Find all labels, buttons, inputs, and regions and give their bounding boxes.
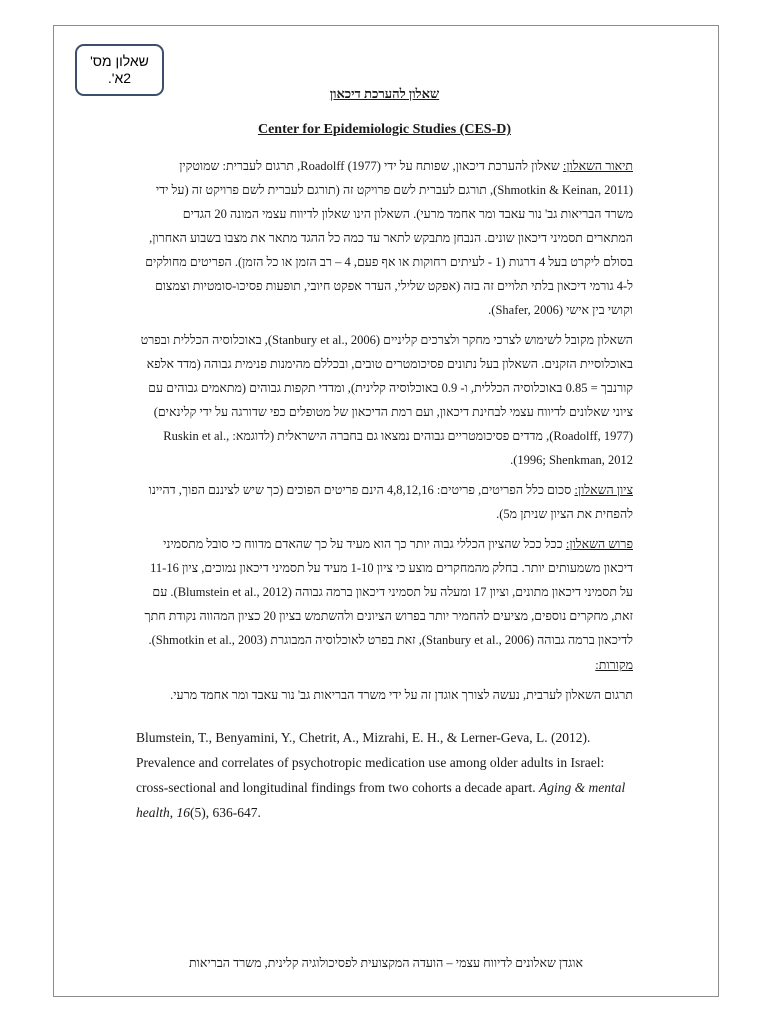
reference-volume: 16 [176,805,190,820]
document-content [136,86,633,825]
scoring-paragraph [136,478,633,526]
english-title: Center for Epidemiologic Studies (CES-D) [257,122,512,137]
description-text: שאלון להערכת דיכאון, שפותח על ידי Roadolff (1977), תרגום לעברית: שמוטקין (Shmotkin & Keinan, 2011), תורגם לעברית לשם פרויקט זה (תורגם לעברית לשם פרויקט זה (על ידי משרד הבריאות גב' נור עאבד ומר אחמד מרעי). השאלון הינו שאלון לדיווח עצמי המונה 20 הגדים המתארים תסמיני דיכאון שונים. הנבחן מתבקש לתאר עד כמה כל ההגד מתאר את מצבו בשבוע האחרון, בסולם ליקרט בעל 4 דרגות (1 - לעיתים רחוקות או אף פעם, 4 – רב הזמן או כל הזמן). הפריטים מחולקים ל-4 גורמי דיכאון בלתי תלויים זה בזה (אפקט שלילי, העדר אפקט חיובי, תופעות פסיכו-סומטיות וצמצום וקושי בין אישי (Shafer, 2006). [145,159,633,317]
reference-authors: Blumstein, T., Benyamini, Y., Chetrit, A., Mizrahi, E. H., & Lerner-Geva, L. (2012). Prevalence and correlates of psychotropic medication use among older adults in Israel: cross-sectional and longitudinal findings from two cohorts a decade apart. [136,730,605,795]
badge-line-2: 2א'. [107,70,132,86]
translation-note: תרגום השאלון לערבית, נעשה לצורך אוגדן זה על ידי משרד הבריאות גב' נור עאבד ומר אחמד מרעי. [170,688,633,702]
description-paragraph [136,154,633,322]
badge-line-1: שאלון מס' [90,53,149,69]
reference-journal: Aging & mental health [136,780,626,820]
page-footer: אוגדן שאלונים לדיווח עצמי – הועדה המקצועית לפסיכולוגיה קלינית, משרד הבריאות [189,956,583,970]
hebrew-title: שאלון להערכת דיכאון [329,86,440,101]
sources-heading: מקורות: [595,658,633,672]
document-page [53,25,719,997]
reference-pages: (5), 636-647. [190,805,261,820]
validity-text: השאלון מקובל לשימוש לצרכי מחקר ולצרכים קליניים (Stanbury et al., 2006), באוכלוסיה הכללית ובפרט באוכלוסיית הזקנים. השאלון בעל נתונים פסיכומטרים טובים, ובכללם מהימנות פנימית גבוהה (מדד אלפא קורנבך = 0.85 באוכלוסיה הכללית, ו- 0.9 באוכלוסיה קלינית), ומדדי תקפות גבוהים (מתאמים גבוהים עם ציוני שאלונים לדיווח עצמי לבחינת דיכאון, ועם רמת הדיכאון של מטופלים כפי שדורגה על ידי קלינאים) (Roadolff, 1977), מדדים פסיכומטריים גבוהים נמצאו גם בחברה הישראלית (לדוגמא: Ruskin et al., 1996; Shenkman, 2012). [140,333,633,467]
reference-entry: Blumstein, T., Benyamini, Y., Chetrit, A., Mizrahi, E. H., & Lerner-Geva, L. (2012). Prevalence and correlates of psychotropic medication use among older adults in Israel: cross-sectional and longitudinal findings from two cohorts a decade apart. Aging & mental health, 16(5), 636-647. [136,730,626,820]
scoring-text: סכום כלל הפריטים, פריטים: 4,8,12,16 הינם פריטים הפוכים (כך שיש לציננם הפוך, דהיינו להפחית את הציון שניתן מ5). [148,483,633,521]
validity-paragraph [136,328,633,472]
interpretation-text: ככל ככל שהציון הכללי גבוה יותר כך הוא מעיד על כך שהאדם מדווח כי סובל מתסמיני דיכאון משמעותים יותר. בחלק מהמחקרים מוצע כי ציון 1-10 מעיד על תסמיני דיכאון נמוכים, ציון 11-16 על תסמיני דיכאון מתונים, וציון 17 ומעלה על תסמיני דיכאון ברמה גבוהה (Blumstein et al., 2012). עם זאת, מחקרים נוספים, מציעים להחמיר יותר בפרוש הציונים ולהשתמש בציון 20 כציון המהווה נקודת חתך לדיכאון ברמה גבוהה (Stanbury et al., 2006), זאת בפרט לאוכלוסיה המבוגרת (Shmotkin et al., 2003). [144,537,633,647]
interpretation-label: פרוש השאלון: [565,537,633,551]
description-label: תיאור השאלון: [562,159,633,173]
scoring-label: ציון השאלון: [574,483,633,497]
interpretation-paragraph [136,532,633,652]
